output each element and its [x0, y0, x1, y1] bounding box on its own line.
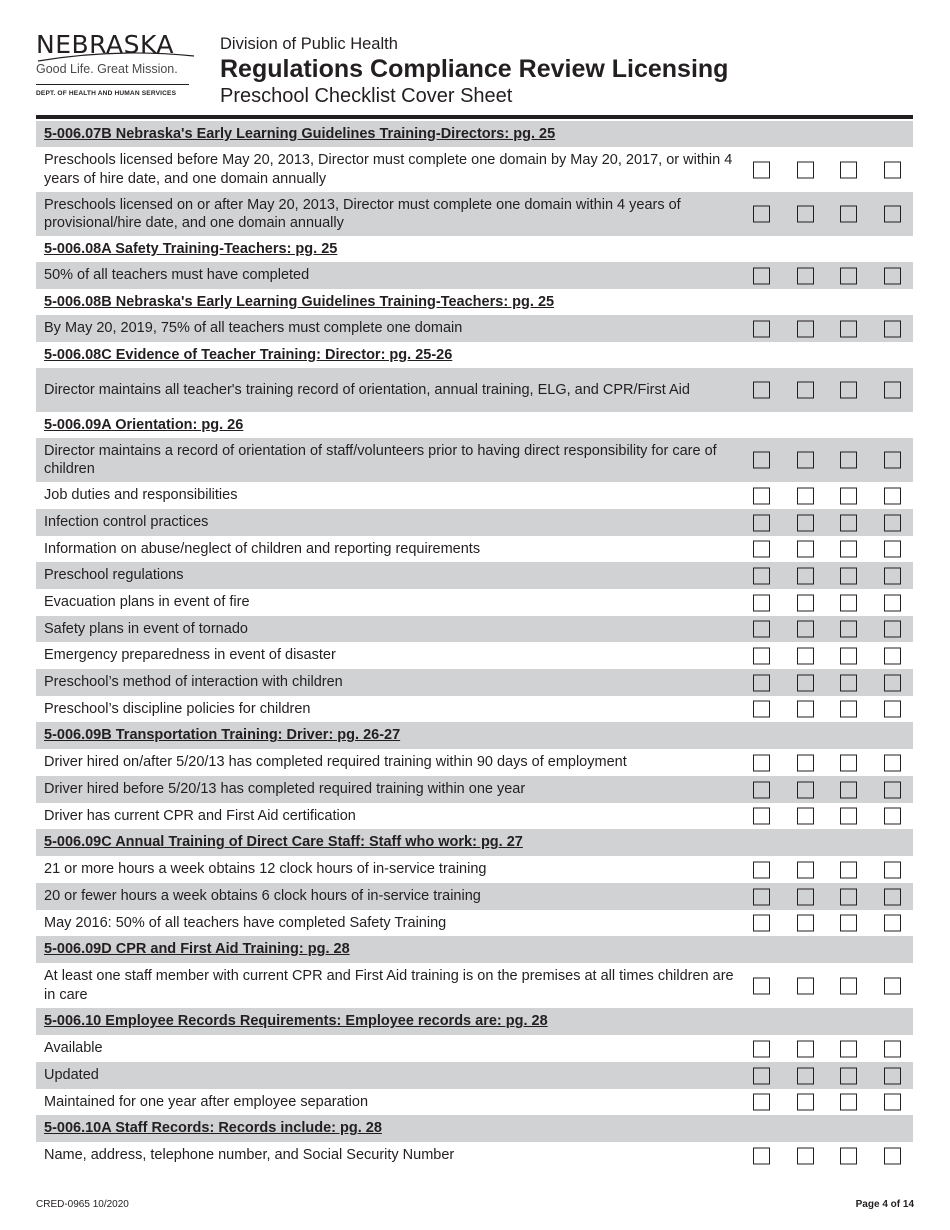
checkbox-group [753, 808, 913, 825]
checklist-table [36, 121, 913, 1169]
checkbox-2[interactable] [797, 487, 814, 504]
section-heading-row [36, 412, 913, 438]
checklist-item-text: Driver has current CPR and First Aid certification [44, 807, 356, 824]
checkbox-1[interactable] [753, 1094, 770, 1111]
checkbox-4[interactable] [884, 1094, 901, 1111]
header-divider [36, 115, 913, 119]
checkbox-3[interactable] [840, 206, 857, 223]
checklist-item-text: Preschools licensed before May 20, 2013, Director must complete one domain by May 20, 2017, or within 4 years of hire date, and one domain annually [44, 152, 733, 187]
checkbox-2[interactable] [797, 754, 814, 771]
checkbox-group [753, 161, 913, 178]
checkbox-3[interactable] [840, 452, 857, 469]
checkbox-group [753, 541, 913, 558]
checklist-item-row [36, 696, 913, 722]
page-number: Page 4 of 14 [855, 1199, 914, 1210]
checkbox-4[interactable] [884, 915, 901, 932]
checklist-item-text: 21 or more hours a week obtains 12 clock hours of in-service training [44, 861, 487, 878]
checkbox-2[interactable] [797, 541, 814, 558]
checkbox-1[interactable] [753, 647, 770, 664]
checklist-item-text: Preschool’s method of interaction with children [44, 674, 343, 691]
checklist-item-row [36, 1089, 913, 1115]
checkbox-2[interactable] [797, 647, 814, 664]
checkbox-group [753, 1094, 913, 1111]
logo-wordmark-text: NEBRASKA [36, 30, 175, 59]
checkbox-group [753, 594, 913, 611]
logo-swoosh-icon [36, 38, 196, 68]
checkbox-2[interactable] [797, 452, 814, 469]
checklist-item-text: Preschool’s discipline policies for children [44, 700, 311, 717]
checkbox-group [753, 206, 913, 223]
checkbox-3[interactable] [840, 915, 857, 932]
checklist-item-text: Available [44, 1040, 103, 1057]
checkbox-1[interactable] [753, 267, 770, 284]
checklist-item-text: Preschool regulations [44, 567, 184, 584]
checkbox-group [753, 1147, 913, 1164]
checkbox-2[interactable] [797, 701, 814, 718]
checkbox-1[interactable] [753, 781, 770, 798]
checklist-item-text: Information on abuse/neglect of children and reporting requirements [44, 540, 481, 557]
checkbox-4[interactable] [884, 514, 901, 531]
checkbox-3[interactable] [840, 754, 857, 771]
checkbox-1[interactable] [753, 621, 770, 638]
checklist-item-text: Job duties and responsibilities [44, 487, 238, 504]
checkbox-4[interactable] [884, 161, 901, 178]
checkbox-4[interactable] [884, 1040, 901, 1057]
checkbox-4[interactable] [884, 541, 901, 558]
checkbox-group [753, 1040, 913, 1057]
checkbox-1[interactable] [753, 541, 770, 558]
logo-dept-name: DEPT. OF HEALTH AND HUMAN SERVICES [36, 90, 177, 97]
checklist-item-row [36, 776, 913, 803]
checklist-item-row [36, 963, 913, 1008]
checklist-item-text: By May 20, 2019, 75% of all teachers must complete one domain [44, 320, 463, 337]
section-heading-row [36, 1008, 913, 1035]
checkbox-3[interactable] [840, 1067, 857, 1084]
checkbox-4[interactable] [884, 452, 901, 469]
checkbox-1[interactable] [753, 161, 770, 178]
checklist-item-text: Updated [44, 1067, 99, 1084]
checkbox-2[interactable] [797, 1094, 814, 1111]
checkbox-group [753, 1067, 913, 1084]
checkbox-3[interactable] [840, 621, 857, 638]
checkbox-4[interactable] [884, 674, 901, 691]
checkbox-group [753, 320, 913, 337]
section-heading: 5-006.08C Evidence of Teacher Training: Director: pg. 25-26 [44, 346, 453, 363]
checkbox-2[interactable] [797, 1067, 814, 1084]
checkbox-1[interactable] [753, 382, 770, 399]
checkbox-group [753, 977, 913, 994]
checkbox-3[interactable] [840, 1094, 857, 1111]
checkbox-1[interactable] [753, 701, 770, 718]
checkbox-4[interactable] [884, 701, 901, 718]
checkbox-1[interactable] [753, 1067, 770, 1084]
checkbox-4[interactable] [884, 808, 901, 825]
checkbox-3[interactable] [840, 1147, 857, 1164]
checklist-item-row [36, 562, 913, 589]
checklist-item-text: Director maintains all teacher's training record of orientation, annual training, ELG, and CPR/First Aid [44, 381, 690, 398]
checkbox-group [753, 647, 913, 664]
section-heading-row [36, 342, 913, 368]
checkbox-4[interactable] [884, 861, 901, 878]
checkbox-2[interactable] [797, 888, 814, 905]
checklist-item-text: Evacuation plans in event of fire [44, 594, 250, 611]
checklist-item-row [36, 192, 913, 236]
checkbox-1[interactable] [753, 1040, 770, 1057]
checkbox-4[interactable] [884, 647, 901, 664]
checklist-item-row [36, 438, 913, 482]
checkbox-4[interactable] [884, 206, 901, 223]
checklist-item-row [36, 509, 913, 536]
checkbox-2[interactable] [797, 674, 814, 691]
checklist-item-text: May 2016: 50% of all teachers have completed Safety Training [44, 914, 447, 931]
page-subtitle: Preschool Checklist Cover Sheet [220, 85, 513, 107]
checkbox-1[interactable] [753, 206, 770, 223]
checklist-item-row [36, 589, 913, 616]
checkbox-group [753, 382, 913, 399]
section-heading-row [36, 236, 913, 262]
checkbox-group [753, 915, 913, 932]
checkbox-2[interactable] [797, 161, 814, 178]
checkbox-group [753, 701, 913, 718]
checkbox-1[interactable] [753, 861, 770, 878]
checklist-item-row [36, 616, 913, 642]
checkbox-1[interactable] [753, 452, 770, 469]
checkbox-3[interactable] [840, 1040, 857, 1057]
checkbox-1[interactable] [753, 320, 770, 337]
checkbox-3[interactable] [840, 487, 857, 504]
section-heading: 5-006.10 Employee Records Requirements: Employee records are: pg. 28 [44, 1013, 548, 1030]
checkbox-4[interactable] [884, 977, 901, 994]
logo-tagline: Good Life. Great Mission. [36, 62, 178, 76]
division-name: Division of Public Health [220, 35, 398, 53]
checkbox-1[interactable] [753, 594, 770, 611]
checkbox-4[interactable] [884, 1147, 901, 1164]
checklist-item-text: Emergency preparedness in event of disaster [44, 647, 336, 664]
checkbox-4[interactable] [884, 267, 901, 284]
section-heading: 5-006.08B Nebraska's Early Learning Guidelines Training-Teachers: pg. 25 [44, 293, 555, 310]
checklist-item-row [36, 262, 913, 289]
checkbox-group [753, 674, 913, 691]
checklist-item-row [36, 368, 913, 412]
checkbox-3[interactable] [840, 808, 857, 825]
checkbox-2[interactable] [797, 320, 814, 337]
checkbox-3[interactable] [840, 701, 857, 718]
checklist-item-text: Director maintains a record of orientation of staff/volunteers prior to having direct responsibility for care of children [44, 442, 717, 477]
checklist-item-row [36, 642, 913, 669]
checkbox-group [753, 888, 913, 905]
checklist-item-row [36, 669, 913, 696]
checkbox-1[interactable] [753, 1147, 770, 1164]
section-heading: 5-006.09A Orientation: pg. 26 [44, 416, 244, 433]
checkbox-4[interactable] [884, 320, 901, 337]
page-header [0, 0, 950, 118]
checkbox-1[interactable] [753, 808, 770, 825]
checkbox-4[interactable] [884, 1067, 901, 1084]
checkbox-3[interactable] [840, 888, 857, 905]
checkbox-group [753, 861, 913, 878]
checklist-item-row [36, 147, 913, 192]
checkbox-3[interactable] [840, 594, 857, 611]
checkbox-4[interactable] [884, 382, 901, 399]
section-heading-row [36, 289, 913, 315]
checkbox-3[interactable] [840, 977, 857, 994]
checkbox-2[interactable] [797, 781, 814, 798]
checkbox-4[interactable] [884, 567, 901, 584]
checklist-item-row [36, 482, 913, 509]
checkbox-3[interactable] [840, 382, 857, 399]
checkbox-2[interactable] [797, 206, 814, 223]
section-heading-row [36, 936, 913, 963]
checklist-item-text: Infection control practices [44, 514, 209, 531]
checkbox-3[interactable] [840, 861, 857, 878]
checkbox-3[interactable] [840, 567, 857, 584]
checklist-item-text: Safety plans in event of tornado [44, 620, 248, 637]
checkbox-4[interactable] [884, 594, 901, 611]
checkbox-3[interactable] [840, 781, 857, 798]
section-heading: 5-006.07B Nebraska's Early Learning Guidelines Training-Directors: pg. 25 [44, 125, 556, 142]
checklist-item-row [36, 1035, 913, 1062]
checkbox-4[interactable] [884, 888, 901, 905]
section-heading-row [36, 1115, 913, 1142]
checkbox-2[interactable] [797, 567, 814, 584]
checkbox-4[interactable] [884, 621, 901, 638]
checkbox-1[interactable] [753, 567, 770, 584]
checkbox-3[interactable] [840, 674, 857, 691]
checkbox-1[interactable] [753, 487, 770, 504]
checkbox-group [753, 452, 913, 469]
checkbox-4[interactable] [884, 781, 901, 798]
checkbox-3[interactable] [840, 320, 857, 337]
checklist-item-text: Maintained for one year after employee separation [44, 1093, 369, 1110]
checkbox-1[interactable] [753, 514, 770, 531]
checkbox-2[interactable] [797, 861, 814, 878]
section-heading: 5-006.09B Transportation Training: Driver: pg. 26-27 [44, 727, 401, 744]
checkbox-group [753, 567, 913, 584]
header-titles [220, 34, 728, 108]
checklist-item-row [36, 910, 913, 936]
checkbox-2[interactable] [797, 514, 814, 531]
checklist-item-text: Driver hired before 5/20/13 has completed required training within one year [44, 781, 526, 798]
checkbox-4[interactable] [884, 754, 901, 771]
checkbox-3[interactable] [840, 267, 857, 284]
checkbox-2[interactable] [797, 808, 814, 825]
checkbox-1[interactable] [753, 915, 770, 932]
checkbox-group [753, 487, 913, 504]
nebraska-dhhs-logo [36, 30, 196, 97]
form-code: CRED-0965 10/2020 [36, 1199, 129, 1210]
checklist-item-row [36, 883, 913, 910]
checkbox-2[interactable] [797, 621, 814, 638]
checkbox-3[interactable] [840, 541, 857, 558]
checklist-item-text: Driver hired on/after 5/20/13 has completed required training within 90 days of employment [44, 754, 627, 771]
checkbox-1[interactable] [753, 977, 770, 994]
checkbox-2[interactable] [797, 977, 814, 994]
checklist-item-row [36, 803, 913, 829]
checklist-item-row [36, 1062, 913, 1089]
checkbox-group [753, 621, 913, 638]
checklist-item-text: 20 or fewer hours a week obtains 6 clock hours of in-service training [44, 888, 481, 905]
checkbox-1[interactable] [753, 888, 770, 905]
section-heading: 5-006.10A Staff Records: Records include: pg. 28 [44, 1120, 382, 1137]
section-heading-row [36, 829, 913, 856]
logo-divider [36, 84, 189, 85]
checkbox-group [753, 781, 913, 798]
checkbox-3[interactable] [840, 647, 857, 664]
checkbox-2[interactable] [797, 1147, 814, 1164]
checkbox-1[interactable] [753, 674, 770, 691]
checklist-item-text: Preschools licensed on or after May 20, 2013, Director must complete one domain within 4 years of provisional/hire date, and one domain annually [44, 196, 681, 231]
checklist-item-text: At least one staff member with current CPR and First Aid training is on the premises at all times children are in care [44, 968, 734, 1003]
section-heading: 5-006.08A Safety Training-Teachers: pg. 25 [44, 240, 338, 257]
checklist-item-row [36, 856, 913, 883]
checkbox-2[interactable] [797, 594, 814, 611]
checklist-item-row [36, 749, 913, 776]
checkbox-group [753, 267, 913, 284]
checkbox-group [753, 514, 913, 531]
page-title: Regulations Compliance Review Licensing [220, 55, 729, 83]
checkbox-2[interactable] [797, 382, 814, 399]
checkbox-4[interactable] [884, 487, 901, 504]
section-heading: 5-006.09C Annual Training of Direct Care Staff: Staff who work: pg. 27 [44, 834, 523, 851]
checklist-item-row [36, 536, 913, 562]
checklist-item-text: 50% of all teachers must have completed [44, 267, 310, 284]
checkbox-3[interactable] [840, 514, 857, 531]
checklist-item-text: Name, address, telephone number, and Social Security Number [44, 1147, 455, 1164]
checkbox-group [753, 754, 913, 771]
checkbox-2[interactable] [797, 1040, 814, 1057]
checkbox-2[interactable] [797, 915, 814, 932]
checklist-item-row [36, 1142, 913, 1169]
section-heading: 5-006.09D CPR and First Aid Training: pg. 28 [44, 941, 350, 958]
section-heading-row [36, 722, 913, 749]
checkbox-2[interactable] [797, 267, 814, 284]
checkbox-3[interactable] [840, 161, 857, 178]
section-heading-row [36, 121, 913, 147]
checkbox-1[interactable] [753, 754, 770, 771]
checklist-item-row [36, 315, 913, 342]
